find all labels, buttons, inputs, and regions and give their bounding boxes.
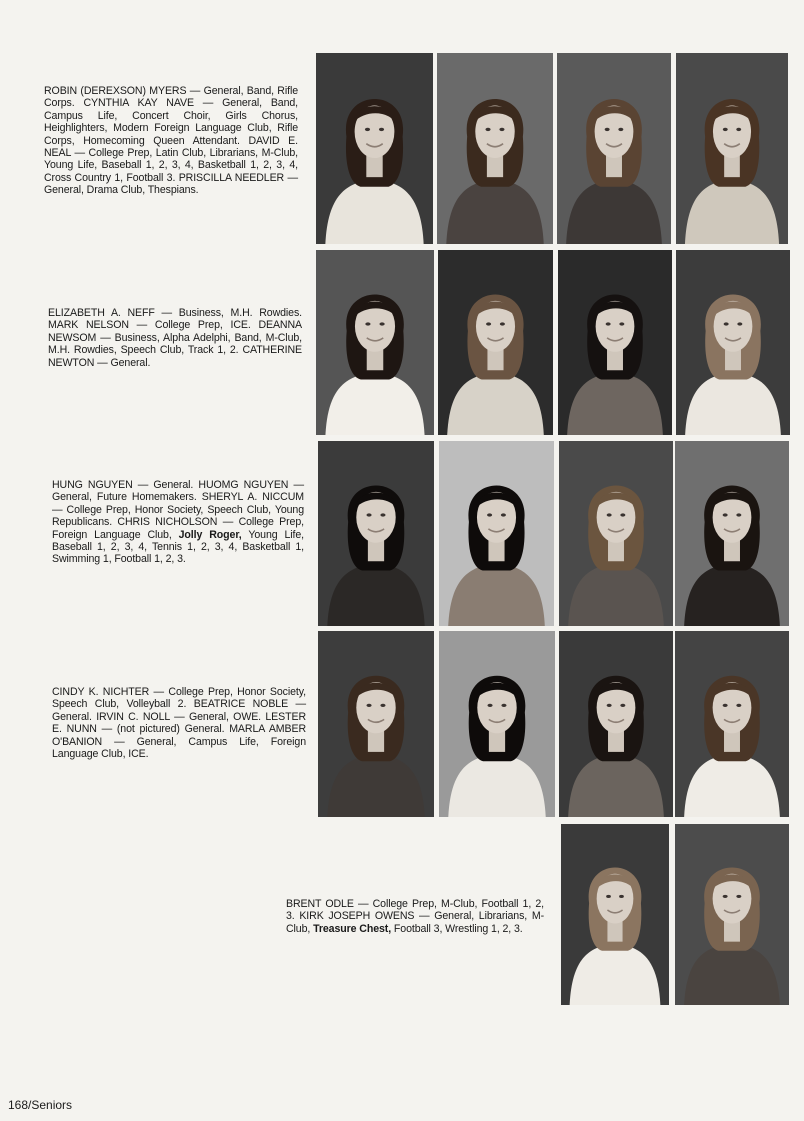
caption-row-5: BRENT ODLE — College Prep, M-Club, Football 1, 2, 3. KIRK JOSEPH OWENS — General, Librarians, M-Club, Treasure Chest, Football 3, Wrestling 1, 2, 3.: [286, 898, 544, 935]
portrait-photo: [557, 53, 671, 244]
caption-row-1: ROBIN (DEREXSON) MYERS — General, Band, Rifle Corps. CYNTHIA KAY NAVE — General, Band, Campus Life, Concert Choir, Girls Chorus, Heighlighters, Modern Foreign Language Club, Rifle Corps, Homecoming Queen Attendant. DAVID E. NEAL — College Prep, Latin Club, Librarians, M-Club, Young Life, Baseball 1, 2, 3, 4, Basketball 1, 2, 3, 4, Cross Country 1, Football 3. PRISCILLA NEEDLER — General, Drama Club, Thespians.: [44, 85, 298, 197]
portrait-photo: [316, 53, 433, 244]
portrait-photo: [676, 53, 788, 244]
portrait-photo: [318, 631, 434, 817]
portrait-photo: [316, 250, 434, 435]
page-folio: 168/Seniors: [8, 1098, 73, 1112]
caption-row-4: CINDY K. NICHTER — College Prep, Honor Society, Speech Club, Volleyball 2. BEATRICE NOBLE — General. IRVIN C. NOLL — General, OWE. LESTER E. NUNN — (not pictured) General. MARLA AMBER O'BANION — General, Campus Life, Foreign Language Club, ICE.: [52, 686, 306, 761]
portrait-photo: [675, 824, 789, 1005]
portrait-photo: [558, 250, 672, 435]
portrait-photo: [438, 250, 553, 435]
portrait-photo: [318, 441, 434, 626]
portrait-photo: [561, 824, 669, 1005]
caption-row-3: HUNG NGUYEN — General. HUOMG NGUYEN — General, Future Homemakers. SHERYL A. NICCUM — College Prep, Honor Society, Speech Club, Young Republicans. CHRIS NICHOLSON — College Prep, Foreign Language Club, Jolly Roger, Young Life, Baseball 1, 2, 3, 4, Tennis 1, 2, 3, 4, Basketball 1, Swimming 1, Football 1, 2, 3.: [52, 479, 304, 566]
portrait-photo: [559, 631, 673, 817]
portrait-photo: [676, 250, 790, 435]
portrait-photo: [675, 441, 789, 626]
portrait-photo: [439, 631, 555, 817]
portrait-photo: [437, 53, 553, 244]
portrait-photo: [675, 631, 789, 817]
caption-row-2: ELIZABETH A. NEFF — Business, M.H. Rowdies. MARK NELSON — College Prep, ICE. DEANNA NEWSOM — Business, Alpha Adelphi, Band, M-Club, M.H. Rowdies, Speech Club, Track 1, 2. CATHERINE NEWTON — General.: [48, 307, 302, 369]
portrait-photo: [559, 441, 673, 626]
portrait-photo: [439, 441, 554, 626]
